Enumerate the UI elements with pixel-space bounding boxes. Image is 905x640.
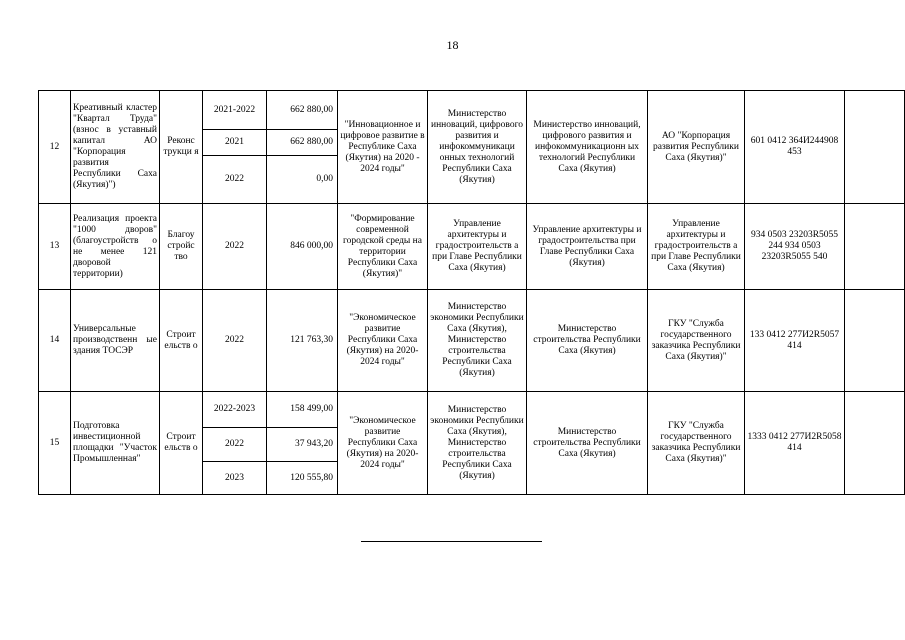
state-program: "Экономическое развитие Республики Саха (Якутия) на 2020-2024 годы" (338, 290, 428, 392)
customer: АО "Корпорация развития Республики Саха (Якутия)" (648, 91, 745, 204)
blank-cell (845, 392, 905, 495)
budget-code: 133 0412 277И2R5057 414 (745, 290, 845, 392)
period-years: 2022 (203, 156, 267, 204)
period-sum: 0,00 (267, 156, 338, 204)
row-number: 14 (39, 290, 71, 392)
row-number: 15 (39, 392, 71, 495)
footer-separator (361, 541, 542, 542)
period-years: 2021-2022 (203, 91, 267, 130)
investment-table (38, 90, 905, 495)
period-sum: 846 000,00 (267, 204, 338, 290)
object-name: Универсальные производственн ые здания ТОСЭР (71, 290, 160, 392)
responsible-ministry: Управление архитектуры и градостроительств а при Главе Республики Саха (Якутия) (428, 204, 527, 290)
period-sum: 121 763,30 (267, 290, 338, 392)
period-sum: 120 555,80 (267, 462, 338, 495)
responsible-ministry: Министерство инноваций, цифрового развития и инфокоммуникаци онных технологий Республики Саха (Якутия) (428, 91, 527, 204)
blank-cell (845, 91, 905, 204)
state-program: "Инновационное и цифровое развитие в Республике Саха (Якутия) на 2020 - 2024 годы" (338, 91, 428, 204)
customer: Управление архитектуры и градостроительств а при Главе Республики Саха (Якутия) (648, 204, 745, 290)
period-sum: 158 499,00 (267, 392, 338, 428)
responsible-ministry: Министерство экономики Республики Саха (Якутия), Министерство строительства Республики Саха (Якутия) (428, 392, 527, 495)
period-years: 2022-2023 (203, 392, 267, 428)
main-administrator: Министерство строительства Республики Саха (Якутия) (527, 392, 648, 495)
customer: ГКУ "Служба государственного заказчика Республики Саха (Якутия)" (648, 290, 745, 392)
responsible-ministry: Министерство экономики Республики Саха (Якутия), Министерство строительства Республики Саха (Якутия) (428, 290, 527, 392)
work-type: Реконс трукци я (160, 91, 203, 204)
period-years: 2022 (203, 204, 267, 290)
period-years: 2023 (203, 462, 267, 495)
object-name: Подготовка инвестиционной площадки "Участок Промышленная" (71, 392, 160, 495)
work-type: Строит ельств о (160, 392, 203, 495)
budget-code: 1333 0412 277И2R5058 414 (745, 392, 845, 495)
period-years: 2022 (203, 290, 267, 392)
object-name: Креативный кластер "Квартал Труда" (взнос в уставный капитал АО "Корпорация развития Республики Саха (Якутия)") (71, 91, 160, 204)
period-years: 2022 (203, 428, 267, 462)
object-name: Реализация проекта "1000 дворов" (благоустройств о не менее 121 дворовой территории) (71, 204, 160, 290)
main-administrator: Министерство инноваций, цифрового развития и инфокоммуникационн ых технологий Республики Саха (Якутия) (527, 91, 648, 204)
main-administrator: Управление архитектуры и градостроительства при Главе Республики Саха (Якутия) (527, 204, 648, 290)
table-row (39, 290, 905, 392)
budget-code: 934 0503 23203R5055 244 934 0503 23203R5055 540 (745, 204, 845, 290)
row-number: 13 (39, 204, 71, 290)
period-sum: 662 880,00 (267, 130, 338, 156)
table-row (39, 204, 905, 290)
blank-cell (845, 290, 905, 392)
table-row (39, 91, 905, 130)
state-program: "Экономическое развитие Республики Саха (Якутия) на 2020-2024 годы" (338, 392, 428, 495)
period-sum: 37 943,20 (267, 428, 338, 462)
period-sum: 662 880,00 (267, 91, 338, 130)
blank-cell (845, 204, 905, 290)
work-type: Строит ельств о (160, 290, 203, 392)
state-program: "Формирование современной городской среды на территории Республики Саха (Якутия)" (338, 204, 428, 290)
customer: ГКУ "Служба государственного заказчика Республики Саха (Якутия)" (648, 392, 745, 495)
page-number: 18 (446, 38, 459, 52)
period-years: 2021 (203, 130, 267, 156)
budget-code: 601 0412 364И244908 453 (745, 91, 845, 204)
work-type: Благоу стройс тво (160, 204, 203, 290)
row-number: 12 (39, 91, 71, 204)
table-row (39, 392, 905, 428)
main-administrator: Министерство строительства Республики Саха (Якутия) (527, 290, 648, 392)
